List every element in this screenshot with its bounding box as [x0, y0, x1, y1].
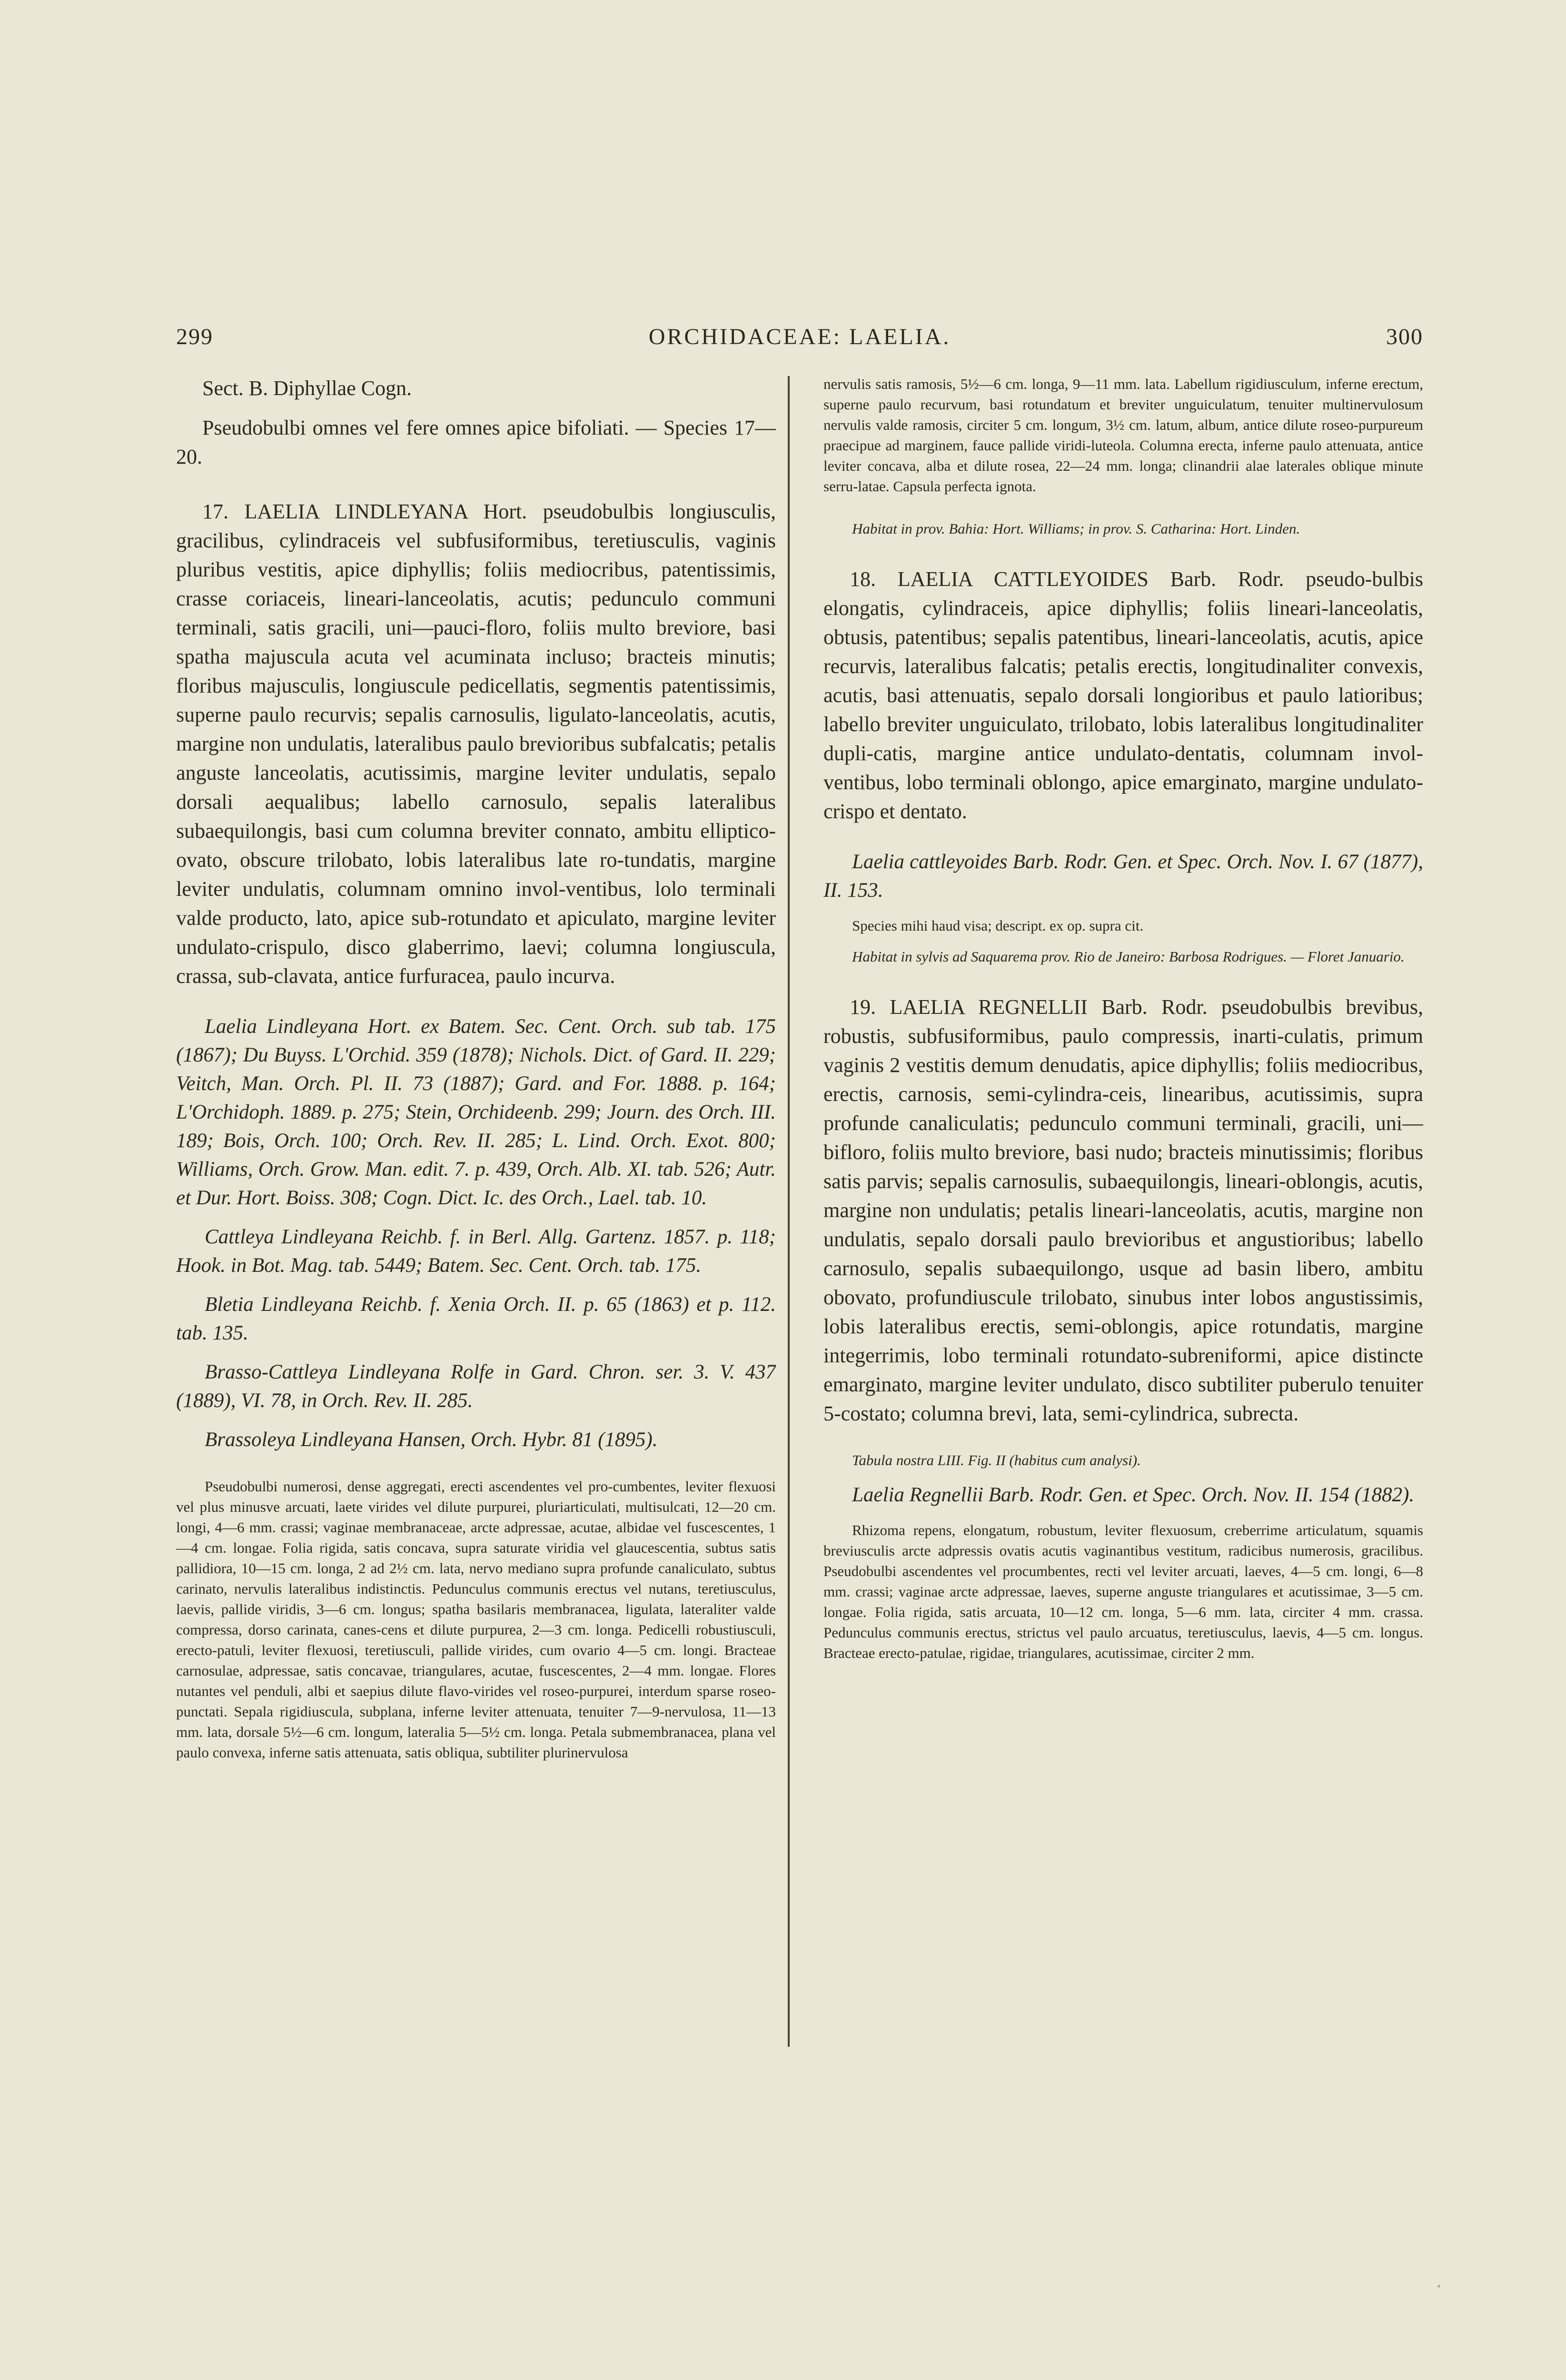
- species-17-detailed-description: Pseudobulbi numerosi, dense aggregati, erecti ascendentes vel pro-cumbentes, leviter flexuosi vel plus minusve arcuati, laete virides vel dilute purpurei, pluriarticulati, multisulcati, 12—20 cm. longi, 4—6 mm. crassi; vaginae membranaceae, arcte adpressae, acutae, albidae vel fuscescentes, 1—4 cm. longae. Folia rigida, satis concava, supra saturate viridia vel glaucescentia, subtus satis pallidiora, 10—15 cm. longa, 2 ad 2½ cm. lata, nervo mediano supra profunde canaliculato, subtus carinato, nervulis lateralibus indistinctis. Pedunculus communis erectus vel nutans, teretiusculus, laevis, pallide viridis, 3—6 cm. longus; spatha basilaris membranacea, ligulata, lateraliter valde compressa, dorso carinata, canes-cens et dilute purpurea, 2—3 cm. longa. Pedicelli robustiusculi, erecto-patuli, leviter flexuosi, teretiusculi, pallide virides, cum ovario 4—5 cm. longi. Bracteae carnosulae, adpressae, satis concavae, triangulares, acutae, fuscescentes, 2—4 mm. longae. Flores nutantes vel penduli, albi et saepius dilute flavo-virides vel roseo-purpurei, interdum sparse roseo-punctati. Sepala rigidiuscula, subplana, inferne leviter attenuata, tenuiter 7—9-nervulosa, 11—13 mm. lata, dorsale 5½—6 cm. longum, lateralia 5—5½ cm. longa. Petala submembranacea, plana vel paulo convexa, inferne satis attenuata, satis obliqua, subtiliter plurinervulosa: [176, 1478, 776, 1761]
- citation-brassoleya: Brassoleya Lindleyana Hansen, Orch. Hybr. 81 (1895).: [205, 1428, 658, 1451]
- citation-lindleyana: Laelia Lindleyana Hort. ex Batem. Sec. Cent. Orch. sub tab. 175 (1867); Du Buyss. L'Orchid. 359 (1878); Nichols. Dict. of Gard. II. 229; Veitch, Man. Orch. Pl. II. 73 (1887); Gard. and For. 1888. p. 164; L'Orchidoph. 1889. p. 275; Stein, Orchideenb. 299; Journ. des Orch. III. 189; Bois, Orch. 100; Orch. Rev. II. 285; L. Lind. Orch. Exot. 800; Williams, Orch. Grow. Man. edit. 7. p. 439, Orch. Alb. XI. tab. 526; Autr. et Dur. Hort. Boiss. 308; Cogn. Dict. Ic. des Orch., Lael. tab. 10.: [176, 1015, 776, 1209]
- species-19-detailed-description: Rhizoma repens, elongatum, robustum, leviter flexuosum, creberrime articulatum, squamis breviusculis arcte adpressis ovatis acutis vaginantibus vestitum, radicibus numerosis, gracilibus. Pseudobulbi ascendentes vel procumbentes, recti vel leviter arcuati, laeves, 4—5 cm. longi, 6—8 mm. crassi; vaginae arcte adpressae, laeves, superne anguste triangulares et acutissimae, 3—5 cm. longae. Folia rigida, satis arcuata, 10—12 cm. longa, 5—6 mm. lata, circiter 4 mm. crassa. Pedunculus communis erectus, strictus vel paulo arcuatus, teretiusculus, laevis, 4—5 cm. longus. Bracteae erecto-patulae, rigidae, triangulares, acutissimae, circiter 2 mm.: [823, 1522, 1423, 1661]
- species-17-description: pseudobulbis longiusculis, gracilibus, cylindraceis vel subfusiformibus, teretiusculis, vaginis pluribus vestitis, apice diphyllis; foliis mediocribus, patentissimis, crasse coriaceis, lineari-lanceolatis, acutis; pedunculo communi terminali, satis gracili, uni—pauci-floro, foliis multo breviore, basi spatha majuscula acuta vel acuminata incluso; bracteis minutis; floribus majusculis, longiuscule pedicellatis, segmentis patentissimis, superne paulo recurvis; sepalis carnosulis, ligulato-lanceolatis, acutis, margine non undulatis, lateralibus paulo brevioribus subfalcatis; petalis anguste lanceolatis, acutissimis, margine leviter undulatis, sepalo dorsali aequalibus; labello carnosulo, sepalis lateralibus subaequilongis, basi cum columna breviter connato, ambitu elliptico-ovato, obscure trilobato, lobis lateralibus late ro-tundatis, margine leviter undulatis, columnam omnino invol-ventibus, lolo terminali valde producto, lato, apice sub-rotundato et apiculato, margine leviter undulato-crispulo, disco glaberrimo, laevi; columna longiuscula, crassa, sub-clavata, antice furfuracea, paulo incurva.: [176, 500, 776, 988]
- species-18-description: pseudo-bulbis elongatis, cylindraceis, apice diphyllis; foliis lineari-lanceolatis, obtusis, patentibus; sepalis patentibus, lineari-lanceolatis, acutis, apice recurvis, lateralibus falcatis; petalis erectis, longitudinaliter convexis, acutis, basi attenuatis, sepalo dorsali longioribus et paulo latioribus; labello breviter unguiculato, trilobato, lobis lateralibus longitudinaliter dupli-catis, margine antice undulato-dentatis, columnam invol-ventibus, lobo terminali oblongo, apice emarginato, margine undulato-crispo et dentato.: [823, 567, 1423, 823]
- running-header: [176, 324, 1423, 362]
- species-18-heading: 18. LAELIA CATTLEYOIDES Barb. Rodr.: [850, 567, 1284, 591]
- species-18-habitat: Habitat in sylvis ad Saquarema prov. Rio de Janeiro: Barbosa Rodrigues. — Floret Januario.: [852, 948, 1405, 965]
- page-number-right: 300: [1386, 324, 1423, 349]
- species-17-description-continued: nervulis satis ramosis, 5½—6 cm. longa, 9—11 mm. lata. Labellum rigidiusculum, inferne erectum, superne paulo recurvum, basi rotundatum et breviter unguiculatum, tenuiter multinervulosum nervulis valde ramosis, circiter 5 cm. longum, 3½ cm. latum, album, antice dilute roseo-purpureum praecipue ad marginem, fauce pallide viridi-luteola. Columna erecta, inferne paulo attenuata, antice leviter concava, alba et dilute rosea, 22—24 mm. longa; clinandrii alae laterales oblique minute serru-latae. Capsula perfecta ignota.: [823, 376, 1423, 495]
- species-19-entry: [823, 992, 1423, 1428]
- species-18-note: Species mihi haud visa; descript. ex op. supra cit.: [852, 917, 1144, 934]
- species-17-heading: 17. LAELIA LINDLEYANA Hort.: [202, 500, 527, 523]
- species-19-description: pseudobulbis brevibus, robustis, subfusiformibus, paulo compressis, inarti-culatis, primum vaginis 2 vestitis demum denudatis, apice diphyllis; foliis mediocribus, erectis, carnosis, semi-cylindra-ceis, linearibus, acutissimis, supra profunde canaliculatis; pedunculo communi terminali, gracili, uni—bifloro, foliis multo breviore, basi nudo; bracteis minutissimis; floribus satis parvis; sepalis carnosulis, subaequilongis, lineari-oblongis, acutis, margine non undulatis; petalis lineari-lanceolatis, acutis, margine non undulatis, sepalo dorsali paulo brevioribus et angustioribus; labello carnosulo, sepalis subaequilongo, usque ad basin libero, ambitu obovato, profundiuscule trilobato, sinubus inter lobos angustissimis, lobis lateralibus erectis, semi-oblongis, apice rotundatis, margine integerrimis, lobo terminali rotundato-subreniformi, apice distincte emarginato, margine leviter undulato, disco subtiliter puberulo tenuiter 5-costato; columna brevi, lata, semi-cylindrica, subrecta.: [823, 995, 1423, 1425]
- species-17-habitat: Habitat in prov. Bahia: Hort. Williams; in prov. S. Catharina: Hort. Linden.: [852, 520, 1300, 537]
- right-column: [823, 374, 1423, 2363]
- column-divider: [788, 376, 790, 2047]
- section-heading: Sect. B. Diphyllae Cogn.: [202, 377, 412, 400]
- species-18-entry: [823, 565, 1423, 826]
- citation-brasso-cattleya: Brasso-Cattleya Lindleyana Rolfe in Gard. Chron. ser. 3. V. 437 (1889), VI. 78, in Orch. Rev. II. 285.: [176, 1361, 776, 1412]
- section-note: Pseudobulbi omnes vel fere omnes apice bifoliati. — Species 17—20.: [176, 416, 776, 468]
- running-title: ORCHIDACEAE: LAELIA.: [648, 324, 951, 349]
- citation-cattleyoides: Laelia cattleyoides Barb. Rodr. Gen. et Spec. Orch. Nov. I. 67 (1877), II. 153.: [823, 851, 1423, 902]
- paper-speck: [1437, 2285, 1440, 2288]
- page-number-left: 299: [176, 324, 213, 349]
- species-17-entry: [176, 497, 776, 991]
- species-19-heading: 19. LAELIA REGNELLII Barb. Rodr.: [850, 995, 1208, 1019]
- left-column: [176, 374, 776, 2363]
- citation-regnellii: Laelia Regnellii Barb. Rodr. Gen. et Spec. Orch. Nov. II. 154 (1882).: [852, 1484, 1415, 1506]
- plate-reference: Tabula nostra LIII. Fig. II (habitus cum analysi).: [852, 1452, 1141, 1468]
- citation-cattleya: Cattleya Lindleyana Reichb. f. in Berl. Allg. Gartenz. 1857. p. 118; Hook. in Bot. Mag. tab. 5449; Batem. Sec. Cent. Orch. tab. 175.: [176, 1226, 776, 1277]
- citation-bletia: Bletia Lindleyana Reichb. f. Xenia Orch. II. p. 65 (1863) et p. 112. tab. 135.: [176, 1293, 776, 1344]
